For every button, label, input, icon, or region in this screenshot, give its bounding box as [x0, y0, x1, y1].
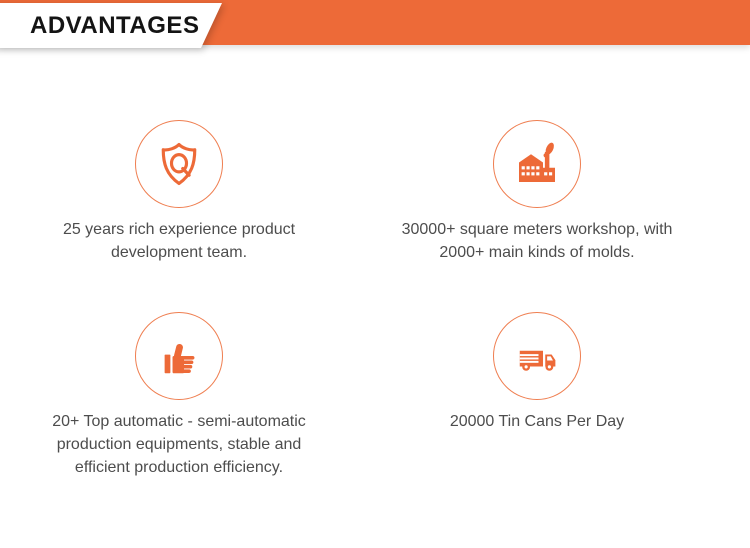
caption-line: development team.: [110, 244, 248, 261]
thumbs-up-icon: [135, 312, 223, 400]
caption-line: 2000+ main kinds of molds.: [439, 244, 635, 261]
advantage-item-experience: [0, 120, 358, 264]
caption-line: 30000+ square meters workshop, with: [401, 221, 673, 238]
advantage-caption: [63, 218, 295, 264]
quality-shield-icon: [135, 120, 223, 208]
advantages-grid: [0, 120, 716, 479]
caption-line: 20+ Top automatic - semi-automatic: [52, 413, 306, 430]
advantage-caption: [52, 410, 306, 479]
section-header: [0, 0, 750, 45]
caption-line: efficient production efficiency.: [74, 459, 284, 476]
advantage-item-workshop: [358, 120, 716, 264]
advantage-caption: [450, 410, 624, 433]
factory-icon: [493, 120, 581, 208]
caption-line: production equipments, stable and: [56, 436, 302, 453]
page-title: ADVANTAGES: [30, 12, 200, 39]
header-label: [0, 3, 222, 48]
advantage-caption: [402, 218, 673, 264]
caption-line: 25 years rich experience product: [62, 221, 296, 238]
advantage-item-equipment: [0, 312, 358, 479]
caption-line: 20000 Tin Cans Per Day: [449, 413, 625, 430]
truck-icon: [493, 312, 581, 400]
advantage-item-capacity: [358, 312, 716, 479]
